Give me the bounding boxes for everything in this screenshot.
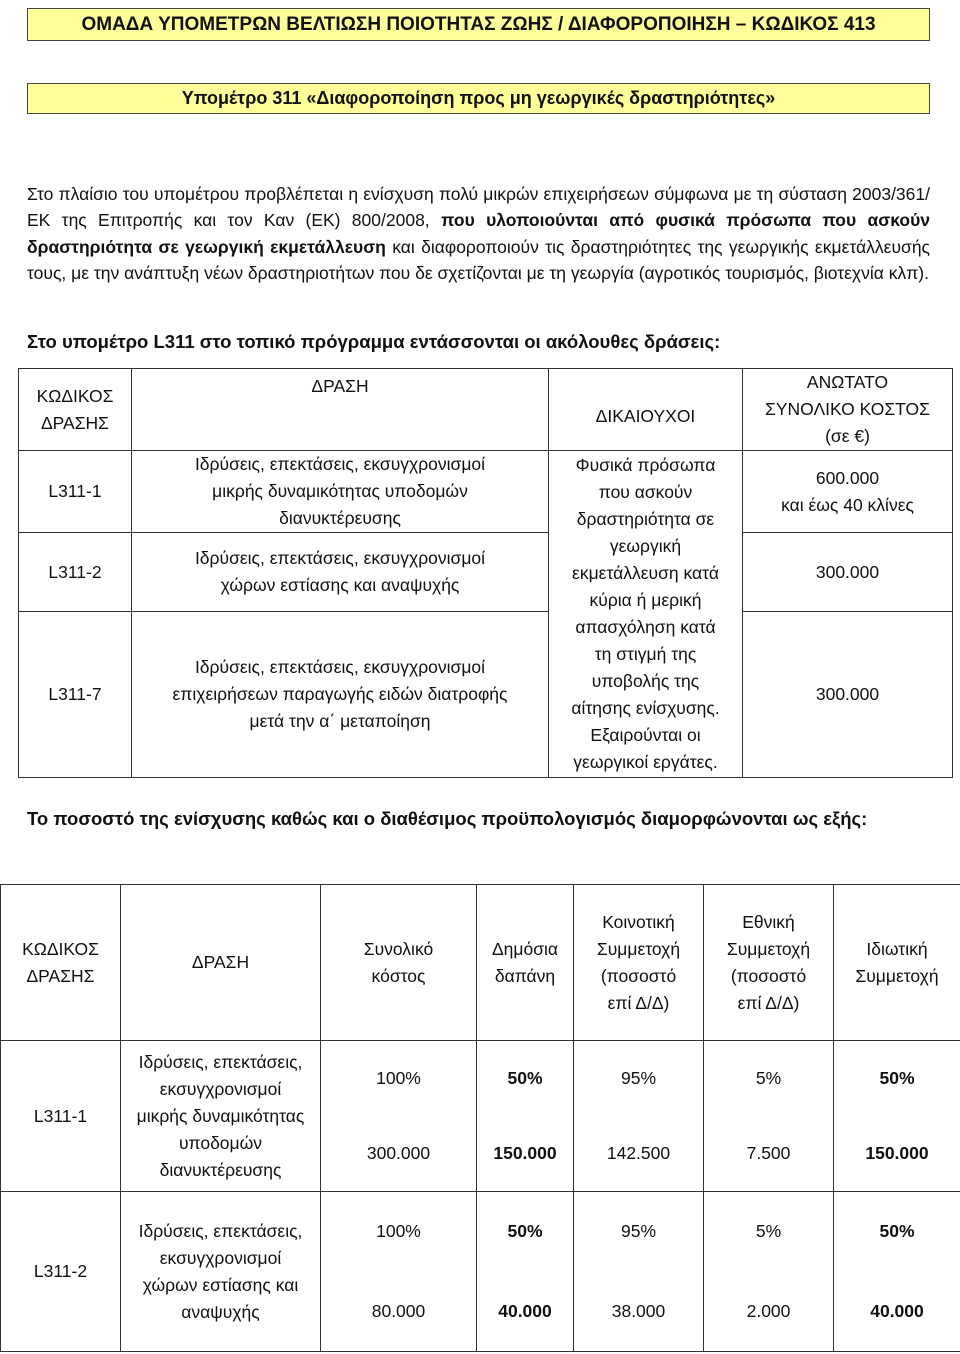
amt-eu: 142.500 [574,1117,704,1192]
pct-national: 5% [704,1192,834,1272]
header-action [132,369,549,451]
action-line: Ιδρύσεις, επεκτάσεις, [138,1220,303,1241]
beneficiaries-line: Εξαιρούνται οι [590,725,701,745]
banner-subtitle: Υπομέτρο 311 «Διαφοροποίηση προς μη γεωργικές δραστηριότητες» [27,83,930,114]
table-row [19,533,953,612]
header-eu [574,885,704,1041]
pct-public: 50% [477,1192,574,1272]
amt-national: 7.500 [704,1117,834,1192]
actions-heading: Στο υπομέτρο L311 στο τοπικό πρόγραμμα εντάσσονται οι ακόλουθες δράσεις: [27,331,721,352]
row-action [121,1041,321,1192]
header-national-line4: επί Δ/Δ) [737,992,800,1013]
action-line: Ιδρύσεις, επεκτάσεις, εκσυγχρονισμοί [194,657,486,677]
row-action [132,533,549,612]
beneficiaries-line: γεωργικοί εργάτες. [573,752,718,772]
header-cost-line3: (σε €) [825,426,870,446]
header-national-line3: (ποσοστό [730,965,807,986]
funding-table-header [1,885,960,1041]
action-line: μικρής δυναμικότητας [136,1105,305,1126]
header-code-line2: ΔΡΑΣΗΣ [40,412,109,433]
header-action [121,885,321,1041]
amt-total: 80.000 [321,1272,477,1352]
row-action [132,612,549,778]
action-line: εκσυγχρονισμοί [159,1247,282,1268]
pct-eu: 95% [574,1192,704,1272]
row-cost [743,451,953,533]
action-line: διανυκτέρευσης [279,508,401,528]
header-cost-line2: ΣΥΝΟΛΙΚΟ ΚΟΣΤΟΣ [765,399,930,419]
action-line: επιχειρήσεων παραγωγής ειδών διατροφής [172,684,508,704]
header-beneficiaries [549,369,743,451]
banner-title: ΟΜΑΔΑ ΥΠΟΜΕΤΡΩΝ ΒΕΛΤΙΩΣΗ ΠΟΙΟΤΗΤΑΣ ΖΩΗΣ / ΔΙΑΦΟΡΟΠΟΙΗΣΗ – ΚΩΔΙΚΟΣ 413 [27,8,930,41]
funding-table [0,884,960,1352]
beneficiaries-line: υποβολής της [591,671,700,691]
header-public [477,885,574,1041]
pct-total: 100% [321,1041,477,1117]
cost-value: 300.000 [815,561,880,582]
amt-private: 40.000 [834,1272,960,1352]
header-total-line1: Συνολικό [363,938,434,959]
header-national [704,885,834,1041]
row-code [19,451,132,533]
cost-value: 300.000 [815,684,880,704]
row-code [1,1192,121,1352]
amt-eu: 38.000 [574,1272,704,1352]
intro-text-bold: που υλοποιούνται από φυσικά πρόσωπα που ασκούν δραστηριότητα σε γεωργική εκμετάλλευση [27,210,931,257]
pct-private: 50% [834,1041,960,1117]
action-line: Ιδρύσεις, επεκτάσεις, εκσυγχρονισμοί [194,454,486,474]
header-public-line2: δαπάνη [494,965,556,986]
beneficiaries-line: δραστηριότητα σε [576,509,715,529]
header-beneficiaries-label: ΔΙΚΑΙΟΥΧΟΙ [595,406,696,426]
header-code [1,885,121,1041]
pct-eu: 95% [574,1041,704,1117]
row-cost [743,533,953,612]
intro-text-1: Στο πλαίσιο του υπομέτρου προβλέπεται η ενίσχυση πολύ μικρών επιχειρήσεων σύμφωνα με τη σύσταση 2003/361/ΕΚ της Επιτροπής και τον Καν (ΕΚ) 800/2008, [27,184,930,231]
cost-note: και έως 40 κλίνες [781,495,914,515]
amt-total: 300.000 [321,1117,477,1192]
header-cost-line1: ΑΝΩΤΑΤΟ [806,372,889,392]
beneficiaries-line: τη στιγμή της [594,644,697,664]
code-L311-2: L311-2 [48,561,102,582]
header-private-line1: Ιδιωτική [866,938,928,959]
beneficiaries-line: αίτησης ενίσχυσης. [571,698,720,718]
action-line: υποδομών [178,1132,263,1153]
row-action [132,451,549,533]
intro-paragraph [27,181,930,287]
action-line: αναψυχής [181,1301,260,1322]
header-code-line1: ΚΩΔΙΚΟΣ [36,385,114,406]
action-line: μετά την α΄ μεταποίηση [249,711,431,731]
header-public-line1: Δημόσια [491,938,559,959]
header-code-line2: ΔΡΑΣΗΣ [26,965,95,986]
beneficiaries-line: Φυσικά πρόσωπα [575,455,716,475]
beneficiaries-line: εκμετάλλευση κατά [572,563,719,583]
action-line: χώρων εστίασης και [142,1274,299,1295]
amt-public: 40.000 [477,1272,574,1352]
header-code [19,369,132,451]
header-private-line2: Συμμετοχή [855,965,939,986]
funding-heading: Το ποσοστό της ενίσχυσης καθώς και ο διαθέσιμος προϋπολογισμός διαμορφώνονται ως εξής: [27,808,868,829]
pct-national: 5% [704,1041,834,1117]
action-line: Ιδρύσεις, επεκτάσεις, εκσυγχρονισμοί [194,548,486,568]
beneficiaries-line: γεωργική [609,536,682,556]
row-action [121,1192,321,1352]
table-row [19,451,953,533]
table-row [19,612,953,778]
row-code [19,533,132,612]
action-line: εκσυγχρονισμοί [159,1078,282,1099]
header-eu-line2: Συμμετοχή [596,938,681,959]
actions-table [18,368,953,778]
action-line: χώρων εστίασης και αναψυχής [220,575,460,595]
code-L311-7: L311-7 [48,684,102,704]
header-total-line2: κόστος [371,965,426,986]
header-cost [743,369,953,451]
table-row [1,1041,960,1117]
row-code [1,1041,121,1192]
cost-value: 600.000 [815,468,880,488]
action-line: μικρής δυναμικότητας υποδομών [212,481,468,501]
row-cost [743,612,953,778]
header-code-line1: ΚΩΔΙΚΟΣ [22,938,99,959]
code-L311-1: L311-1 [33,1105,88,1126]
amt-private: 150.000 [834,1117,960,1192]
pct-public: 50% [477,1041,574,1117]
actions-table-header [19,369,953,451]
header-action-label: ΔΡΑΣΗ [191,952,250,972]
header-action-label: ΔΡΑΣΗ [311,376,369,396]
amt-national: 2.000 [704,1272,834,1352]
pct-total: 100% [321,1192,477,1272]
beneficiaries-line: κύρια ή μερική [589,590,702,610]
header-eu-line1: Κοινοτική [602,911,675,932]
intro-text-2: και διαφοροποιούν τις δραστηριότητες της γεωργικής εκμετάλλευσής τους, με την ανάπτυξη νέων δραστηριοτήτων που δε σχετίζονται με τη γεωργία (αγροτικός τουρισμός, βιοτεχνία κλπ). [27,236,930,284]
row-code [19,612,132,778]
action-line: διανυκτέρευσης [159,1159,282,1180]
beneficiaries-line: απασχόληση κατά [575,617,716,637]
header-total [321,885,477,1041]
pct-private: 50% [834,1192,960,1272]
amt-public: 150.000 [477,1117,574,1192]
header-national-line1: Εθνική [742,911,795,932]
code-L311-2: L311-2 [33,1261,88,1281]
beneficiaries-cell [549,451,743,778]
header-private [834,885,960,1041]
beneficiaries-line: που ασκούν [598,482,693,502]
header-eu-line3: (ποσοστό [600,965,677,986]
header-eu-line4: επί Δ/Δ) [607,992,670,1013]
header-national-line2: Συμμετοχή [726,938,811,959]
action-line: Ιδρύσεις, επεκτάσεις, [138,1051,303,1072]
code-L311-1: L311-1 [48,481,102,501]
table-row [1,1192,960,1272]
